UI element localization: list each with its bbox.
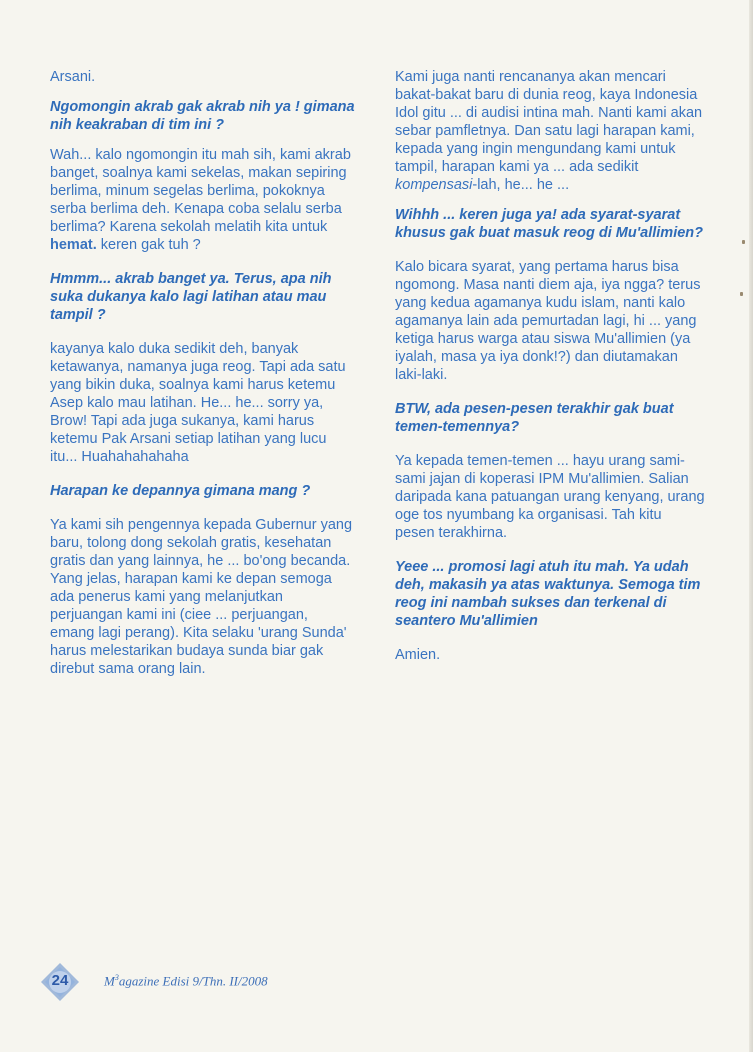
magazine-rest: agazine Edisi 9/Thn. II/2008 — [118, 973, 268, 989]
answer-6: Amien. — [395, 647, 441, 663]
answer-2: kayanya kalo duka sedikit deh, banyak ketawanya, namanya juga reog. Tapi ada satu yang bikin duka, soalnya kami harus ketemu Asep kalo mau latihan. He... he... sorry ya, Brow! Tapi ada juga sukanya, kami harus ketemu Pak Arsani setiap latihan yang lucu itu... Huahahahahaha — [50, 341, 346, 465]
answer-3-continued-text: Kami juga nanti rencananya akan mencari bakat-bakat baru di dunia reog, kaya Indonesia Idol gitu ... di audisi intina mah. Nanti kami akan sebar pamfletnya. Dan satu lagi harapan kami, kepada yang ingin mengundang kami untuk tampil, harapan kami ya ... ada sedikit — [395, 69, 703, 175]
intro-text: Arsani. — [50, 69, 96, 85]
magazine-edition — [104, 973, 268, 989]
question-2: Hmmm... akrab banget ya. Terus, apa nih suka dukanya kalo lagi latihan atau mau tampil ? — [50, 271, 332, 323]
answer-1 — [50, 146, 355, 254]
page-number-badge — [40, 962, 80, 1002]
answer-3: Ya kami sih pengennya kepada Gubernur yang baru, tolong dong sekolah gratis, kesehatan gratis dan yang lainnya, he ... bo'ong becanda. Yang jelas, harapan kami ke depan semoga ada penerus kami yang melanjutkan perjuangan kami ini (ciee ... perjuangan, emang lagi perang). Kita selaku 'urang Sunda' harus melestarikan budaya sunda biar gak direbut sama orang lain. — [50, 517, 353, 677]
answer-5: Ya kepada temen-temen ... hayu urang sami-sami jajan di koperasi IPM Mu'allimien. Salian daripada kana patuangan urang kenyang, urang oge tos nyumbang ka organisasi. Tah kitu pesen terakhirna. — [395, 453, 705, 541]
speck-mark — [740, 292, 743, 296]
question-3: Harapan ke depannya gimana mang ? — [50, 483, 311, 499]
answer-4: Kalo bicara syarat, yang pertama harus bisa ngomong. Masa nanti diem aja, iya ngga? terus yang kedua agamanya kudu islam, nanti kalo agamanya lain ada pemurtadan lagi, hi ... yang ketiga harus warga atau siswa Mu'allimien (ya iyalah, masa ya iya donk!?) dan diutamakan laki-laki. — [395, 259, 701, 383]
question-4: Wihhh ... keren juga ya! ada syarat-syarat khusus gak buat masuk reog di Mu'allimien? — [395, 207, 704, 241]
answer-1-bold: hemat. — [50, 237, 97, 253]
question-6: Yeee ... promosi lagi atuh itu mah. Ya udah deh, makasih ya atas waktunya. Semoga tim reog ini nambah sukses dan terkenal di seantero Mu'allimien — [395, 559, 701, 629]
page-edge — [749, 0, 753, 1052]
speck-mark — [742, 240, 745, 244]
question-1: Ngomongin akrab gak akrab nih ya ! gimana nih keakraban di tim ini ? — [50, 99, 355, 133]
answer-3-continued — [395, 68, 705, 194]
magazine-sup: 3 — [114, 973, 119, 982]
question-5: BTW, ada pesen-pesen terakhir gak buat temen-temennya? — [395, 401, 674, 435]
answer-3-italic: kompensasi — [395, 177, 473, 193]
answer-3-continued-tail: -lah, he... he ... — [472, 177, 570, 193]
page-footer — [40, 962, 360, 1002]
answer-1-text: Wah... kalo ngomongin itu mah sih, kami akrab banget, soalnya kami sekelas, makan sepiring berlima, minum segelas berlima, pokoknya serba berlima deh. Kenapa coba selalu serba berlima? Karena sekolah melatih kita untuk — [50, 147, 351, 235]
answer-1-tail: keren gak tuh ? — [96, 237, 201, 253]
page-number: 24 — [51, 972, 69, 989]
right-column — [395, 68, 705, 676]
magazine-prefix: M — [104, 973, 115, 989]
left-column — [50, 68, 355, 690]
